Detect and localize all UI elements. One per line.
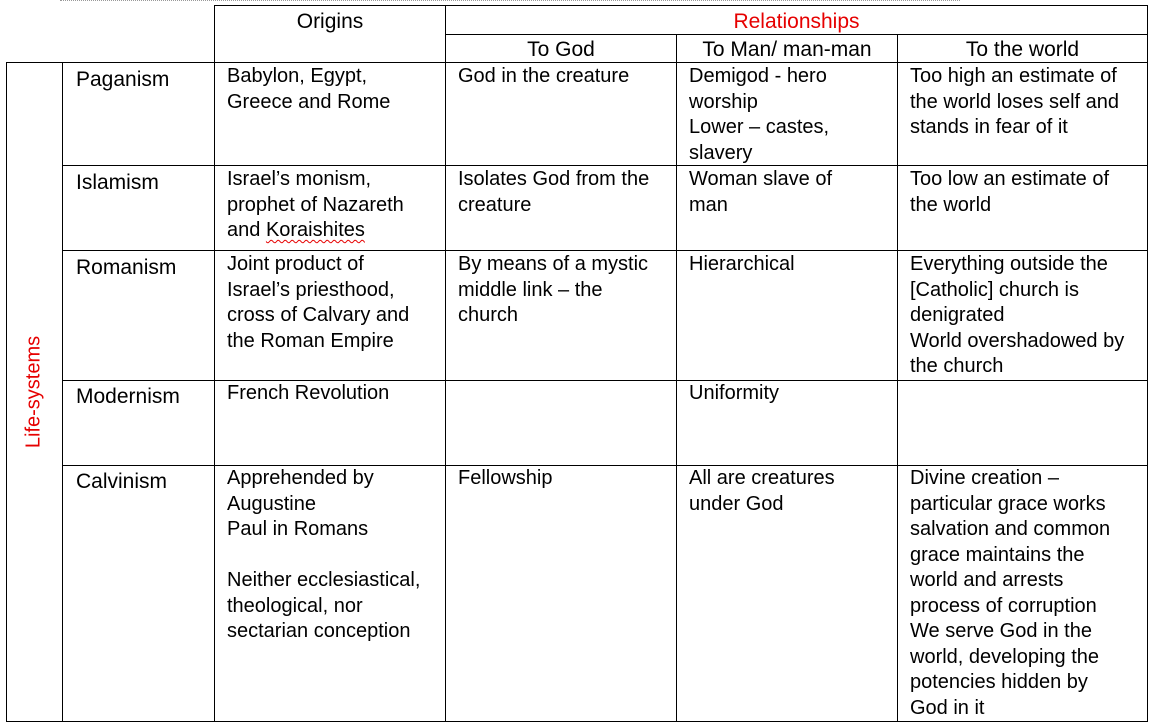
header-to-world: To the world [965, 38, 1080, 61]
cell-origins: Apprehended by Augustine Paul in Romans Neither ecclesiastical, theological, nor sectarian conception [227, 467, 421, 642]
header-to-god: To God [527, 38, 595, 61]
cell-to-god: Isolates God from the creature [458, 168, 650, 216]
cell-origins: French Revolution [227, 382, 390, 404]
cell-to-world: Too high an estimate of the world loses self and stands in fear of it [910, 65, 1120, 138]
grid-line [676, 34, 677, 722]
spellcheck-word: Koraishites [265, 219, 365, 241]
grid-line [1147, 5, 1148, 722]
grid-line [62, 62, 63, 722]
cell-origins [227, 167, 404, 244]
grid-line [214, 5, 1148, 6]
cell-to-world: Divine creation – particular grace works salvation and common grace maintains the world and arrests process of corruption We serve God in the world, developing the potencies hidden by God in it [910, 467, 1111, 719]
cell-origins: Joint product of Israel’s priesthood, cross of Calvary and the Roman Empire [227, 253, 410, 352]
cell-to-man: Demigod - hero worship Lower – castes, slavery [689, 65, 830, 164]
grid-line [445, 5, 446, 722]
grid-line [897, 34, 898, 722]
cell-to-world: Too low an estimate of the world [910, 168, 1109, 216]
header-to-man: To Man/ man-man [702, 38, 872, 61]
row-name: Romanism [76, 256, 177, 279]
cell-to-man: Hierarchical [689, 253, 795, 275]
row-name: Islamism [76, 171, 159, 194]
origins-text: Israel’s monism, prophet of Nazareth and [227, 168, 404, 241]
header-origins: Origins [296, 10, 364, 33]
grid-line [214, 5, 215, 722]
side-label-cell [6, 62, 62, 722]
cell-to-man: Woman slave of man [689, 168, 833, 216]
row-name: Calvinism [76, 470, 168, 493]
header-relationships: Relationships [733, 10, 860, 33]
grid-line [62, 380, 1148, 381]
cell-to-man: All are creatures under God [689, 467, 835, 515]
grid-line [62, 165, 1148, 166]
cell-to-god: Fellowship [458, 467, 553, 489]
row-name: Modernism [76, 385, 180, 408]
grid-line [6, 721, 1148, 722]
cell-to-world: Everything outside the [Catholic] church is denigrated World overshadowed by the church [910, 253, 1125, 377]
cell-to-god: By means of a mystic middle link – the church [458, 253, 649, 326]
side-label: Life-systems [22, 335, 45, 449]
top-edge-dots [60, 0, 960, 3]
cell-origins: Babylon, Egypt, Greece and Rome [227, 65, 391, 113]
row-name: Paganism [76, 68, 170, 91]
cell-to-man: Uniformity [689, 382, 780, 404]
grid-line [62, 250, 1148, 251]
cell-to-god: God in the creature [458, 65, 630, 87]
